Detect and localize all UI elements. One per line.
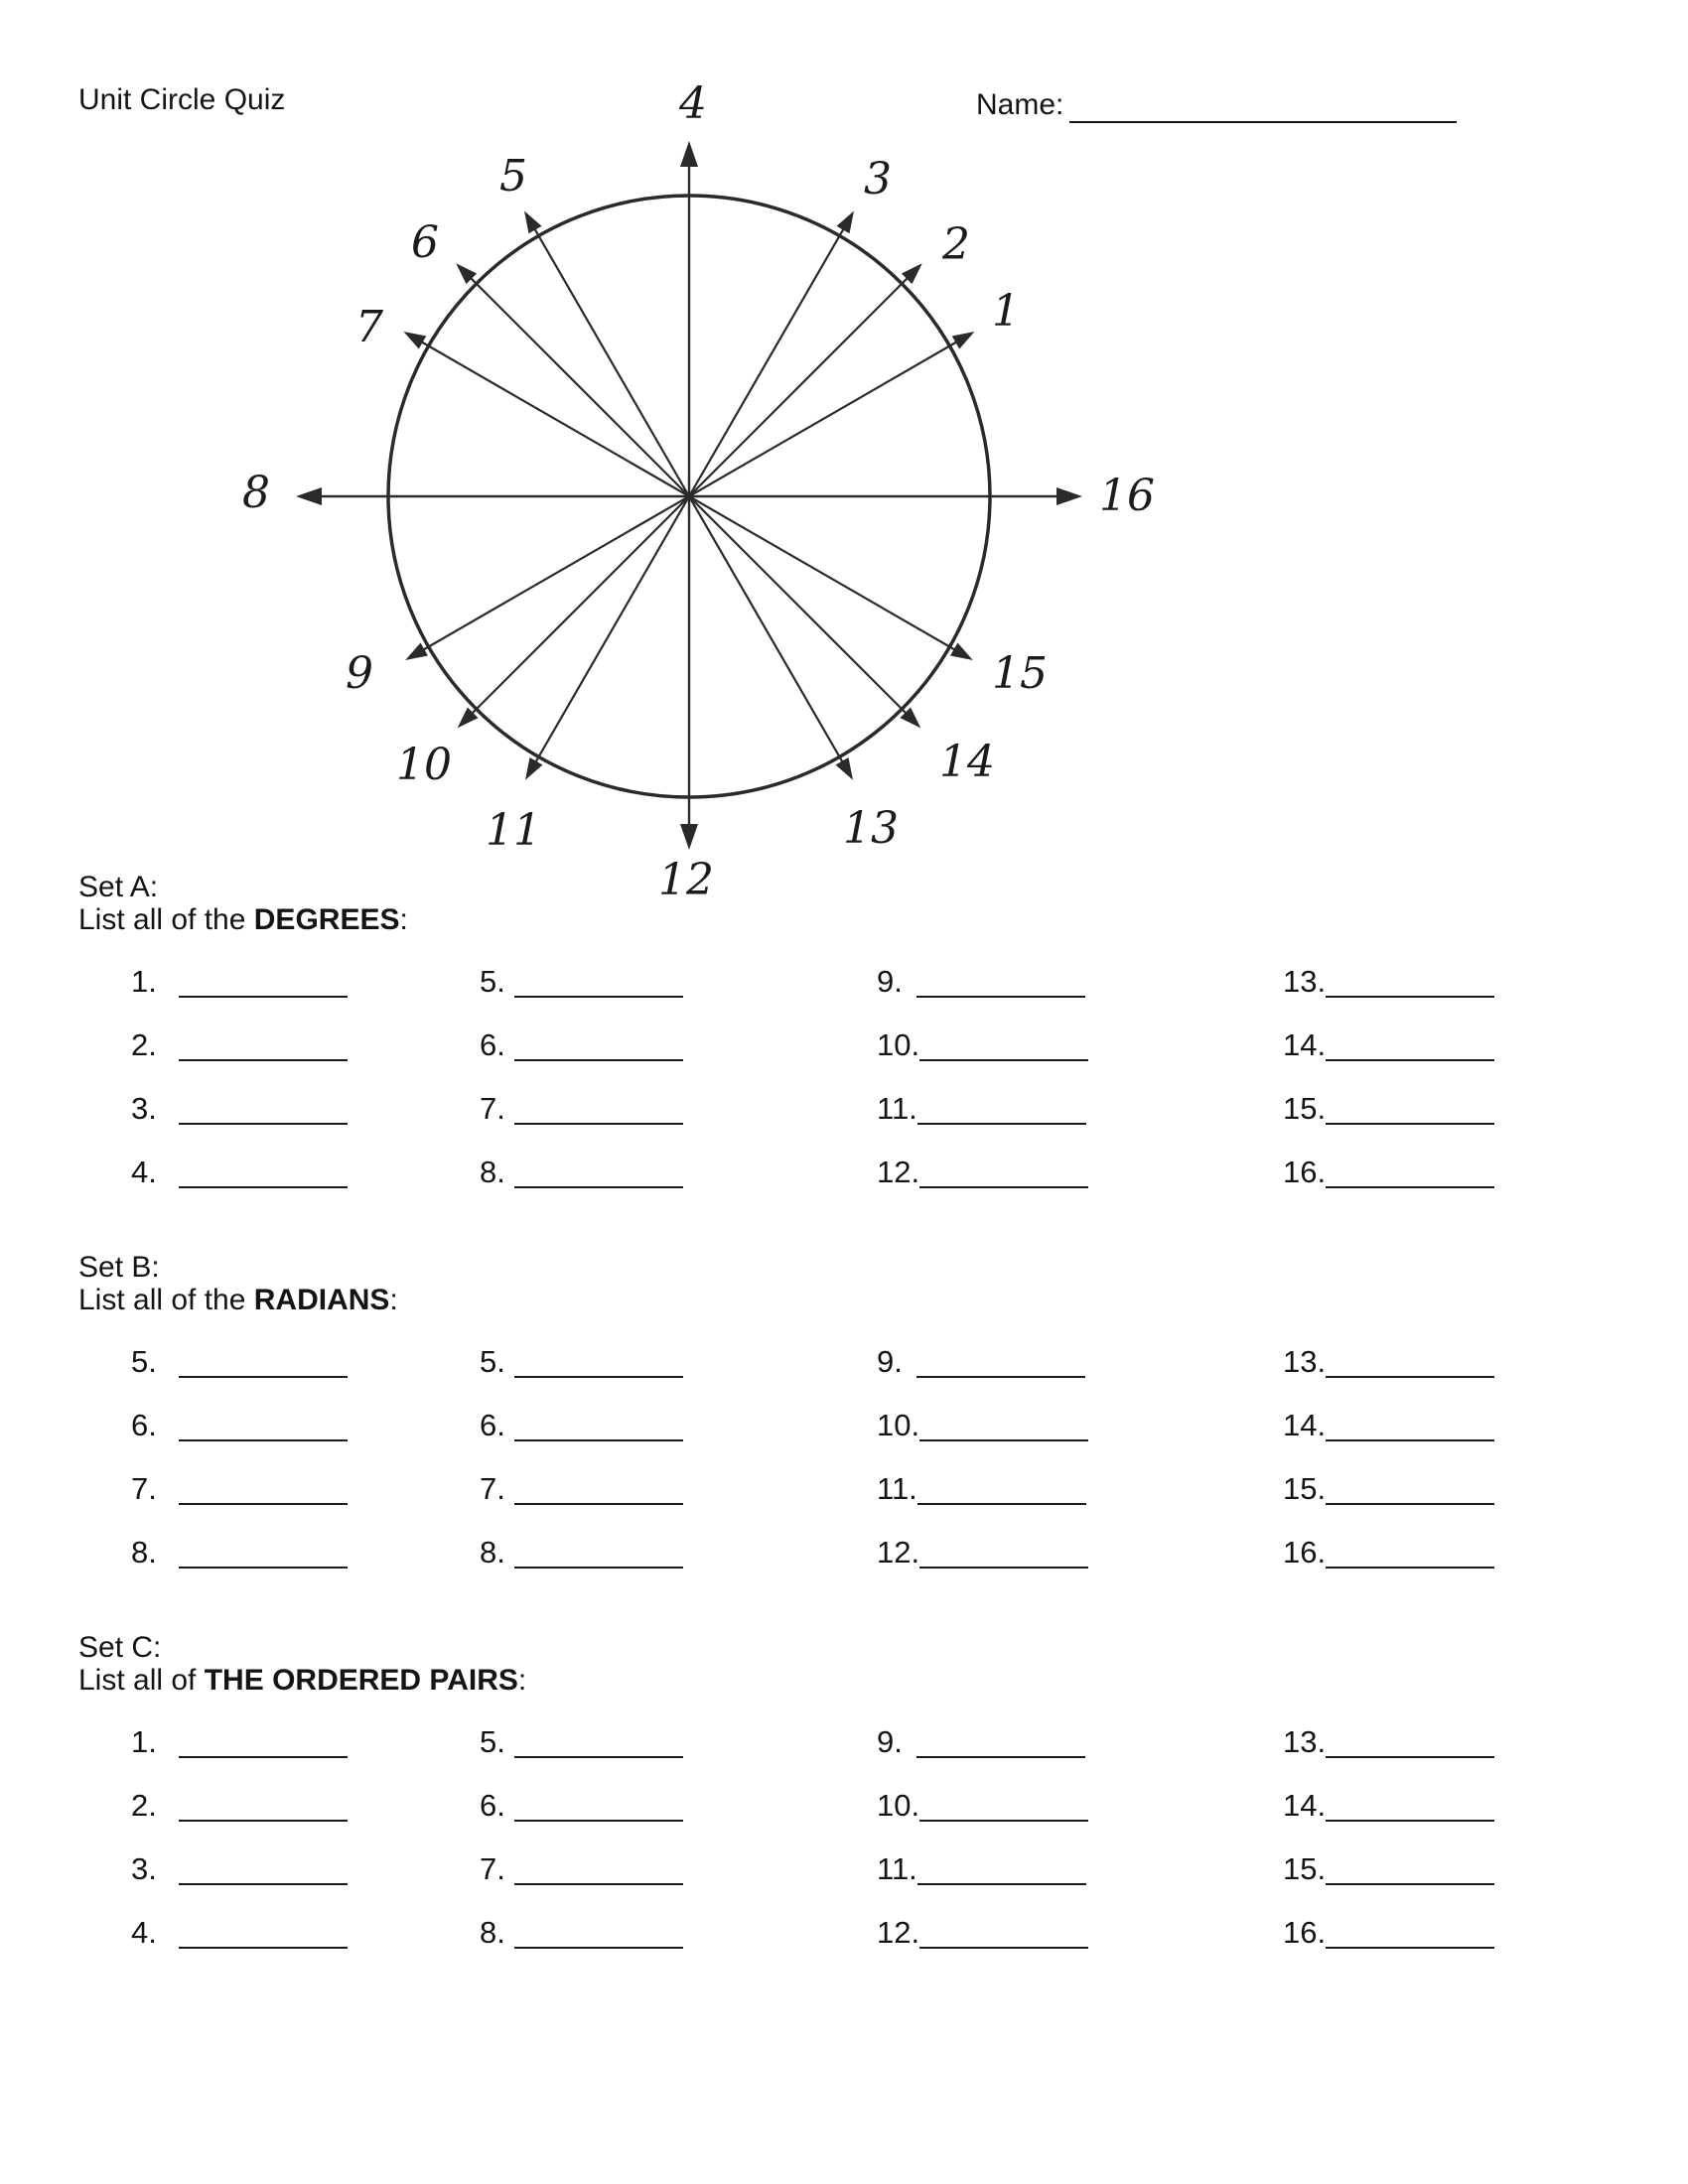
answer-blank — [514, 1029, 683, 1061]
answer-blank — [917, 1853, 1086, 1885]
ray-10 — [469, 496, 689, 717]
ray-label-4: 4 — [679, 78, 707, 129]
answer-number: 1. — [131, 1724, 157, 1759]
instruction-bold-text: DEGREES — [253, 903, 400, 936]
answer-item-A-14 — [1283, 1027, 1494, 1063]
arrowhead-8 — [296, 487, 322, 505]
ray-label-7: 7 — [355, 302, 383, 352]
answer-blank — [1326, 1726, 1494, 1758]
arrowhead-2 — [902, 263, 922, 284]
answer-blank — [1326, 1473, 1494, 1505]
answer-blank — [514, 1917, 683, 1949]
ray-1 — [689, 340, 961, 496]
answer-blank — [514, 1853, 683, 1885]
answer-item-B-13 — [1283, 1344, 1494, 1380]
arrowhead-12 — [680, 824, 698, 850]
instruction-text: : — [389, 1284, 398, 1316]
answer-number: 12. — [877, 1535, 920, 1570]
answer-item-B-12 — [877, 1535, 1088, 1570]
answer-item-B-7 — [131, 1471, 348, 1507]
arrowhead-3 — [837, 210, 854, 233]
answer-number: 7. — [480, 1471, 505, 1506]
arrowhead-10 — [458, 707, 479, 728]
ray-label-11: 11 — [486, 805, 541, 856]
answer-blank — [514, 1410, 683, 1441]
answer-blank — [1326, 1093, 1494, 1125]
answer-number: 6. — [131, 1408, 157, 1442]
answer-number: 7. — [480, 1091, 505, 1126]
answer-blank — [1326, 1346, 1494, 1378]
ray-label-15: 15 — [992, 648, 1048, 699]
instruction-text: : — [517, 1664, 527, 1697]
answer-blank — [1326, 1029, 1494, 1061]
answer-number: 8. — [131, 1535, 157, 1570]
instruction-text: : — [399, 903, 408, 936]
arrowhead-15 — [950, 643, 973, 660]
answer-number: 1. — [131, 964, 157, 999]
answer-number: 2. — [131, 1027, 157, 1062]
answer-blank — [514, 1346, 683, 1378]
answer-item-A-3 — [131, 1091, 348, 1127]
answer-item-B-11 — [877, 1471, 1086, 1507]
answer-blank — [919, 1410, 1088, 1441]
answer-item-C-15 — [1283, 1851, 1494, 1887]
section-label: Set C: — [78, 1631, 162, 1664]
answer-item-A-11 — [877, 1091, 1086, 1127]
section-label: Set A: — [78, 871, 159, 903]
answer-number: 15. — [1283, 1851, 1327, 1886]
answer-number: 13. — [1283, 964, 1327, 999]
arrowhead-5 — [524, 210, 541, 233]
name-blank-line — [1069, 91, 1457, 123]
ray-label-5: 5 — [499, 151, 527, 202]
section-instruction — [78, 1284, 1688, 1316]
ray-label-16: 16 — [1099, 471, 1155, 521]
ray-label-9: 9 — [346, 648, 373, 699]
answer-number: 2. — [131, 1788, 157, 1823]
answer-blank — [917, 1473, 1086, 1505]
answer-number: 4. — [131, 1915, 157, 1950]
answer-blank — [916, 1346, 1085, 1378]
answer-item-C-16 — [1283, 1915, 1494, 1951]
answer-blank — [1326, 1917, 1494, 1949]
answer-blank — [919, 1537, 1088, 1569]
answer-blank — [916, 1726, 1085, 1758]
answer-item-A-7 — [480, 1091, 683, 1127]
arrowhead-16 — [1056, 487, 1082, 505]
answer-item-A-13 — [1283, 964, 1494, 1000]
answer-number: 16. — [1283, 1915, 1327, 1950]
arrowhead-13 — [836, 757, 853, 780]
answer-item-A-6 — [480, 1027, 683, 1063]
answer-number: 10. — [877, 1788, 920, 1823]
name-label: Name: — [976, 88, 1064, 121]
answer-item-B-5 — [480, 1344, 683, 1380]
instruction-bold-text: THE ORDERED PAIRS — [204, 1664, 518, 1697]
answer-item-C-5 — [480, 1724, 683, 1760]
answer-blank — [514, 1537, 683, 1569]
answer-item-A-5 — [480, 964, 683, 1000]
ray-label-12: 12 — [658, 855, 714, 905]
answer-number: 11. — [877, 1091, 917, 1126]
arrowhead-11 — [525, 757, 542, 780]
answer-number: 13. — [1283, 1724, 1327, 1759]
ray-label-14: 14 — [939, 737, 995, 787]
ray-label-1: 1 — [992, 286, 1020, 337]
answer-item-B-14 — [1283, 1408, 1494, 1443]
answer-blank — [179, 1157, 348, 1188]
ray-label-6: 6 — [411, 217, 439, 268]
answer-item-B-7 — [480, 1471, 683, 1507]
answer-blank — [514, 1093, 683, 1125]
answer-item-C-6 — [480, 1788, 683, 1824]
ray-label-10: 10 — [396, 740, 452, 790]
answer-number: 11. — [877, 1851, 917, 1886]
answer-item-B-6 — [480, 1408, 683, 1443]
ray-5 — [532, 224, 689, 496]
answer-item-B-15 — [1283, 1471, 1494, 1507]
answer-blank — [179, 1917, 348, 1949]
answer-item-C-3 — [131, 1851, 348, 1887]
ray-15 — [689, 496, 959, 652]
answer-number: 5. — [131, 1344, 157, 1379]
answer-item-B-5 — [131, 1344, 348, 1380]
answer-blank — [919, 1790, 1088, 1822]
answer-blank — [919, 1157, 1088, 1188]
ray-9 — [419, 496, 689, 652]
instruction-text: List all of the — [78, 903, 254, 936]
answer-number: 16. — [1283, 1155, 1327, 1189]
answer-blank — [179, 1790, 348, 1822]
answer-item-A-16 — [1283, 1155, 1494, 1190]
answer-number: 6. — [480, 1408, 505, 1442]
ray-label-2: 2 — [942, 219, 970, 270]
instruction-bold-text: RADIANS — [253, 1284, 390, 1316]
name-field — [976, 87, 1457, 123]
answer-blank — [1326, 966, 1494, 998]
answer-blank — [179, 1410, 348, 1441]
answer-number: 3. — [131, 1851, 157, 1886]
answer-item-A-12 — [877, 1155, 1088, 1190]
answer-number: 9. — [877, 1344, 903, 1379]
answer-number: 14. — [1283, 1408, 1327, 1442]
section-instruction — [78, 1664, 1688, 1697]
answer-number: 8. — [480, 1915, 505, 1950]
answer-number: 13. — [1283, 1344, 1327, 1379]
answer-item-C-10 — [877, 1788, 1088, 1824]
unit-circle-outline — [388, 196, 990, 797]
answer-item-A-8 — [480, 1155, 683, 1190]
answer-blank — [179, 1346, 348, 1378]
answer-number: 12. — [877, 1155, 920, 1189]
answer-item-A-15 — [1283, 1091, 1494, 1127]
answer-number: 10. — [877, 1027, 920, 1062]
answer-item-C-2 — [131, 1788, 348, 1824]
ray-label-13: 13 — [843, 803, 899, 854]
answer-blank — [179, 1726, 348, 1758]
section-instruction — [78, 903, 1688, 936]
ray-13 — [689, 496, 845, 766]
answer-item-B-6 — [131, 1408, 348, 1443]
ray-7 — [417, 340, 689, 496]
ray-11 — [533, 496, 689, 766]
answer-item-C-4 — [131, 1915, 348, 1951]
answer-item-C-8 — [480, 1915, 683, 1951]
answer-item-C-1 — [131, 1724, 348, 1760]
answer-item-B-9 — [877, 1344, 1085, 1380]
answer-blank — [514, 966, 683, 998]
ray-2 — [689, 275, 911, 496]
arrowhead-9 — [405, 643, 428, 660]
answer-blank — [1326, 1790, 1494, 1822]
answer-number: 7. — [480, 1851, 505, 1886]
arrowhead-14 — [900, 707, 920, 728]
instruction-text: List all of the — [78, 1284, 254, 1316]
arrowhead-6 — [456, 263, 477, 284]
answer-number: 5. — [480, 1724, 505, 1759]
answer-number: 7. — [131, 1471, 157, 1506]
answer-number: 9. — [877, 1724, 903, 1759]
answer-number: 4. — [131, 1155, 157, 1189]
ray-6 — [468, 275, 689, 496]
answer-number: 6. — [480, 1788, 505, 1823]
answer-number: 11. — [877, 1471, 917, 1506]
answer-number: 5. — [480, 1344, 505, 1379]
answer-number: 8. — [480, 1155, 505, 1189]
answer-blank — [179, 1093, 348, 1125]
answer-blank — [514, 1726, 683, 1758]
answer-blank — [917, 1093, 1086, 1125]
answer-item-C-7 — [480, 1851, 683, 1887]
answer-blank — [1326, 1157, 1494, 1188]
answer-number: 12. — [877, 1915, 920, 1950]
answer-number: 14. — [1283, 1027, 1327, 1062]
answer-number: 14. — [1283, 1788, 1327, 1823]
arrowhead-7 — [403, 332, 426, 348]
answer-blank — [514, 1790, 683, 1822]
answer-blank — [1326, 1537, 1494, 1569]
arrowhead-1 — [952, 332, 975, 348]
answer-item-B-16 — [1283, 1535, 1494, 1570]
answer-item-B-8 — [131, 1535, 348, 1570]
answer-number: 8. — [480, 1535, 505, 1570]
answer-number: 15. — [1283, 1471, 1327, 1506]
answer-number: 9. — [877, 964, 903, 999]
answer-blank — [179, 966, 348, 998]
answer-number: 3. — [131, 1091, 157, 1126]
section-set-c — [0, 1631, 1688, 1988]
answer-blank — [179, 1029, 348, 1061]
section-set-a — [0, 871, 1688, 1228]
answer-item-B-8 — [480, 1535, 683, 1570]
answer-item-A-4 — [131, 1155, 348, 1190]
answer-item-C-9 — [877, 1724, 1085, 1760]
answer-item-C-12 — [877, 1915, 1088, 1951]
answer-item-A-2 — [131, 1027, 348, 1063]
answer-blank — [1326, 1853, 1494, 1885]
answer-item-A-9 — [877, 964, 1085, 1000]
answer-item-C-11 — [877, 1851, 1086, 1887]
answer-item-C-13 — [1283, 1724, 1494, 1760]
answer-number: 5. — [480, 964, 505, 999]
arrowhead-4 — [680, 141, 698, 167]
ray-label-3: 3 — [864, 154, 892, 205]
answer-item-C-14 — [1283, 1788, 1494, 1824]
answer-blank — [916, 966, 1085, 998]
page-title: Unit Circle Quiz — [78, 83, 286, 116]
answer-blank — [514, 1157, 683, 1188]
section-set-b — [0, 1251, 1688, 1608]
ray-14 — [689, 496, 910, 717]
answer-number: 6. — [480, 1027, 505, 1062]
answer-blank — [179, 1537, 348, 1569]
answer-blank — [514, 1473, 683, 1505]
section-label: Set B: — [78, 1251, 160, 1284]
ray-3 — [689, 224, 846, 496]
answer-item-B-10 — [877, 1408, 1088, 1443]
answer-number: 16. — [1283, 1535, 1327, 1570]
answer-number: 15. — [1283, 1091, 1327, 1126]
answer-blank — [1326, 1410, 1494, 1441]
answer-blank — [919, 1029, 1088, 1061]
answer-blank — [919, 1917, 1088, 1949]
answer-item-A-10 — [877, 1027, 1088, 1063]
answer-blank — [179, 1853, 348, 1885]
answer-blank — [179, 1473, 348, 1505]
ray-label-8: 8 — [242, 468, 270, 518]
answer-number: 10. — [877, 1408, 920, 1442]
instruction-text: List all of — [78, 1664, 205, 1697]
answer-item-A-1 — [131, 964, 348, 1000]
